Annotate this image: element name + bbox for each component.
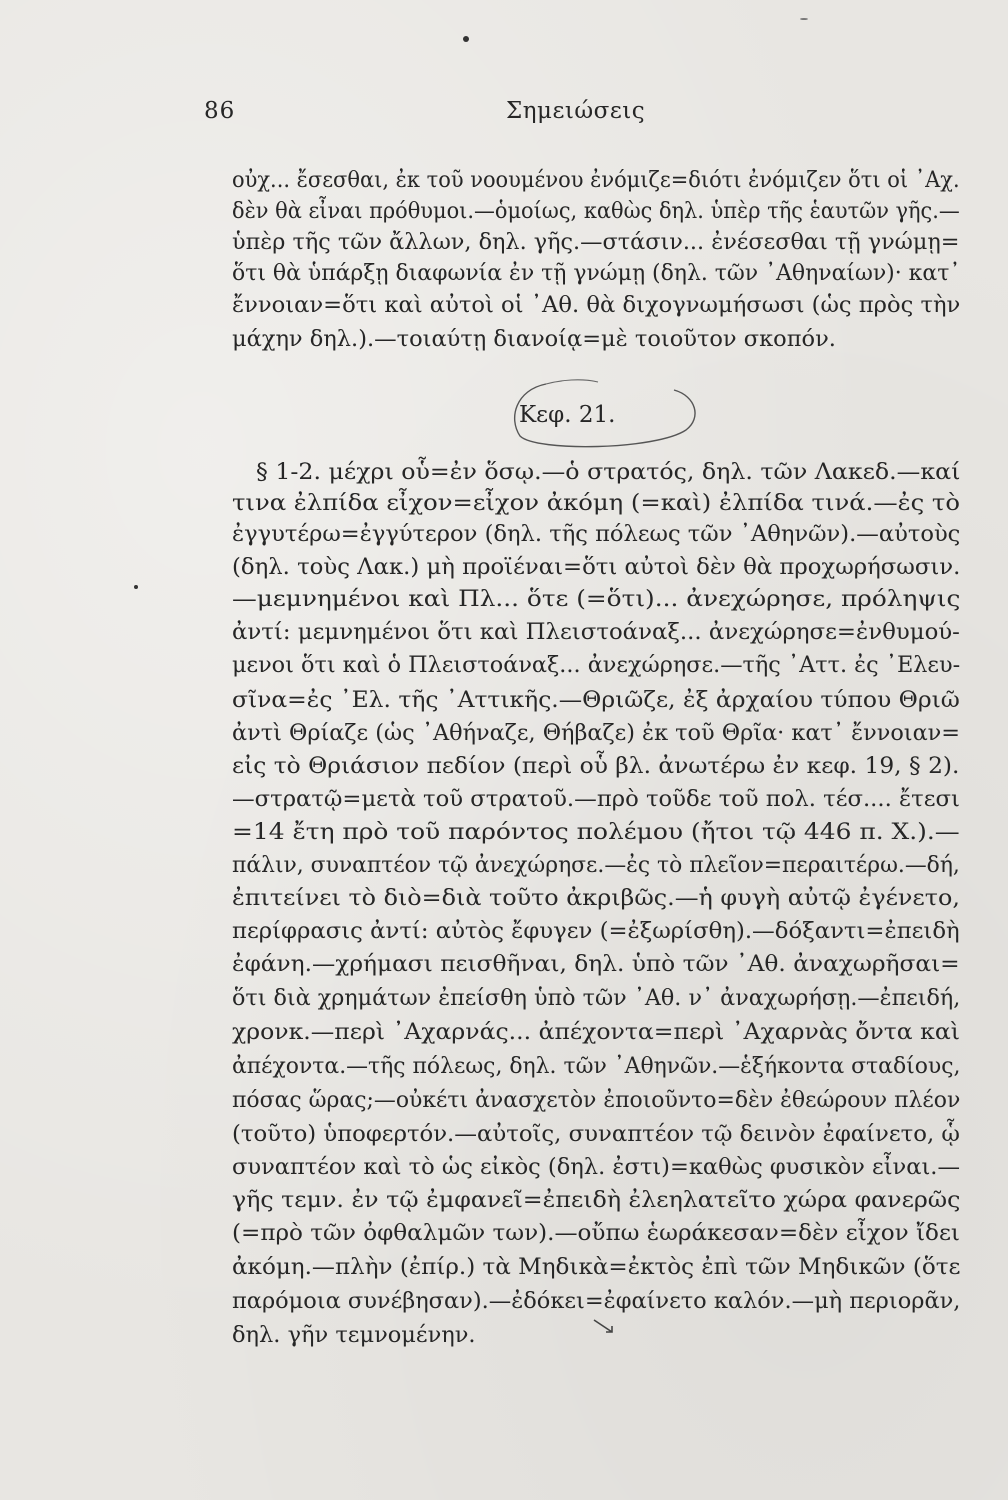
text-line: περίφρασις ἀντί: αὐτὸς ἔφυγεν (=ἐξωρίσθη).—δόξαντι=ἐπειδὴ (232, 918, 960, 944)
text-line: ἔννοιαν=ὅτι καὶ αὐτοὶ οἱ ᾿Αθ. θὰ διχογνωμήσωσι (ὡς πρὸς τὴν (232, 292, 961, 318)
text-line: =14 ἔτη πρὸ τοῦ παρόντος πολέμου (ἤτοι τῷ 446 π. Χ.).— (232, 819, 960, 845)
print-speck (134, 585, 138, 589)
text-line: ἐγγυτέρω=ἐγγύτερον (δηλ. τῆς πόλεως τῶν ᾿Αθηνῶν).—αὐτοὺς (232, 521, 961, 547)
text-line: ἐφάνη.—χρήμασι πεισθῆναι, δηλ. ὑπὸ τῶν ᾿Αθ. ἀναχωρῆσαι= (232, 951, 960, 977)
page-header (0, 98, 1008, 138)
text-line: μάχην δηλ.).—τοιαύτῃ διανοίᾳ=μὲ τοιοῦτον σκοπόν. (232, 326, 836, 352)
text-line: χρονκ.—περὶ ᾿Αχαρνάς... ἀπέχοντα=περὶ ᾿Αχαρνὰς ὄντα καὶ (232, 1019, 961, 1045)
page-number: 86 (204, 98, 236, 124)
pencil-mark (592, 1318, 622, 1336)
running-head: Σημειώσεις (506, 98, 646, 124)
text-line: πόσας ὥρας;—οὐκέτι ἀνασχετὸν ἐποιοῦντο=δὲν ἐθεώρουν πλέον (232, 1087, 961, 1113)
text-line: πάλιν, συναπτέον τῷ ἀνεχώρησε.—ἐς τὸ πλεῖον=περαιτέρω.—δή, (232, 852, 960, 878)
text-line: ὅτι θὰ ὑπάρξῃ διαφωνία ἐν τῇ γνώμῃ (δηλ. τῶν ᾿Αθηναίων)· κατ᾿ (232, 260, 961, 286)
text-line: σῖνα=ἐς ᾿Ελ. τῆς ᾿Αττικῆς.—Θριῶζε, ἐξ ἀρχαίου τύπου Θριῶ (232, 687, 960, 713)
print-speck (800, 18, 808, 20)
print-speck (463, 36, 469, 42)
text-line: (τοῦτο) ὑποφερτόν.—αὐτοῖς, συναπτέον τῷ δεινὸν ἐφαίνετο, ᾧ (232, 1121, 960, 1147)
text-line: ἐπιτείνει τὸ διὸ=διὰ τοῦτο ἀκριβῶς.—ἡ φυγὴ αὐτῷ ἐγένετο, (232, 885, 960, 911)
text-line: ἀντὶ Θρίαζε (ὡς ᾿Αθήναζε, Θήβαζε) ἐκ τοῦ Θρῖα· κατ᾿ ἔννοιαν= (232, 720, 961, 746)
text-line: (=πρὸ τῶν ὀφθαλμῶν των).—οὔπω ἑωράκεσαν=δὲν εἶχον ἴδει (232, 1220, 960, 1246)
text-line: (δηλ. τοὺς Λακ.) μὴ προϊέναι=ὅτι αὐτοὶ δὲν θὰ προχωρήσωσιν. (232, 554, 961, 580)
text-line: —μεμνημένοι καὶ Πλ... ὅτε (=ὅτι)... ἀνεχώρησε, πρόληψις (232, 586, 961, 612)
text-line: ὅτι διὰ χρημάτων ἐπείσθη ὑπὸ τῶν ᾿Αθ. ν᾿ ἀναχωρήσῃ.—ἐπειδή, (232, 985, 961, 1011)
text-line: οὐχ... ἔσεσθαι, ἐκ τοῦ νοουμένου ἐνόμιζε=διότι ἐνόμιζεν ὅτι οἱ ᾿Αχ. (232, 167, 960, 193)
text-line: μενοι ὅτι καὶ ὁ Πλειστοάναξ... ἀνεχώρησε.—τῆς ᾿Αττ. ἐς ᾿Ελευ- (232, 652, 961, 678)
text-line: § 1-2. μέχρι οὗ=ἐν ὅσῳ.—ὁ στρατός, δηλ. τῶν Λακεδ.—καί (256, 459, 961, 485)
text-line: τινα ἐλπίδα εἶχον=εἶχον ἀκόμη (=καὶ) ἐλπίδα τινά.—ἐς τὸ (232, 490, 960, 516)
text-line: συναπτέον καὶ τὸ ὡς εἰκὸς (δηλ. ἐστι)=καθὼς φυσικὸν εἶναι.— (232, 1154, 961, 1180)
text-line: δηλ. γῆν τεμνομένην. (232, 1322, 476, 1348)
chapter-label: Κεφ. 21. (519, 402, 616, 428)
text-line: γῆς τεμν. ἐν τῷ ἐμφανεῖ=ἐπειδὴ ἐλεηλατεῖτο χώρα φανερῶς (232, 1187, 961, 1213)
text-line: ἀκόμη.—πλὴν (ἐπίρ.) τὰ Μηδικὰ=ἐκτὸς ἐπὶ τῶν Μηδικῶν (ὅτε (232, 1254, 961, 1280)
text-line: —στρατῷ=μετὰ τοῦ στρατοῦ.—πρὸ τοῦδε τοῦ πολ. τέσ.... ἔτεσι (232, 786, 960, 812)
text-line: ὑπὲρ τῆς τῶν ἄλλων, δηλ. γῆς.—στάσιν... ἐνέσεσθαι τῇ γνώμῃ= (232, 229, 960, 255)
chapter-heading (506, 378, 706, 450)
text-line: εἰς τὸ Θριάσιον πεδίον (περὶ οὗ βλ. ἀνωτέρω ἐν κεφ. 19, § 2). (232, 753, 960, 779)
text-line: δὲν θὰ εἶναι πρόθυμοι.—ὁμοίως, καθὼς δηλ. ὑπὲρ τῆς ἑαυτῶν γῆς.— (232, 198, 960, 224)
text-line: ἀπέχοντα.—τῆς πόλεως, δηλ. τῶν ᾿Αθηνῶν.—ἑξήκοντα σταδίους, (232, 1053, 961, 1079)
text-line: ἀντί: μεμνημένοι ὅτι καὶ Πλειστοάναξ... ἀνεχώρησε=ἐνθυμού- (232, 619, 960, 645)
text-line: παρόμοια συνέβησαν).—ἐδόκει=ἐφαίνετο καλόν.—μὴ περιορᾶν, (232, 1288, 961, 1314)
